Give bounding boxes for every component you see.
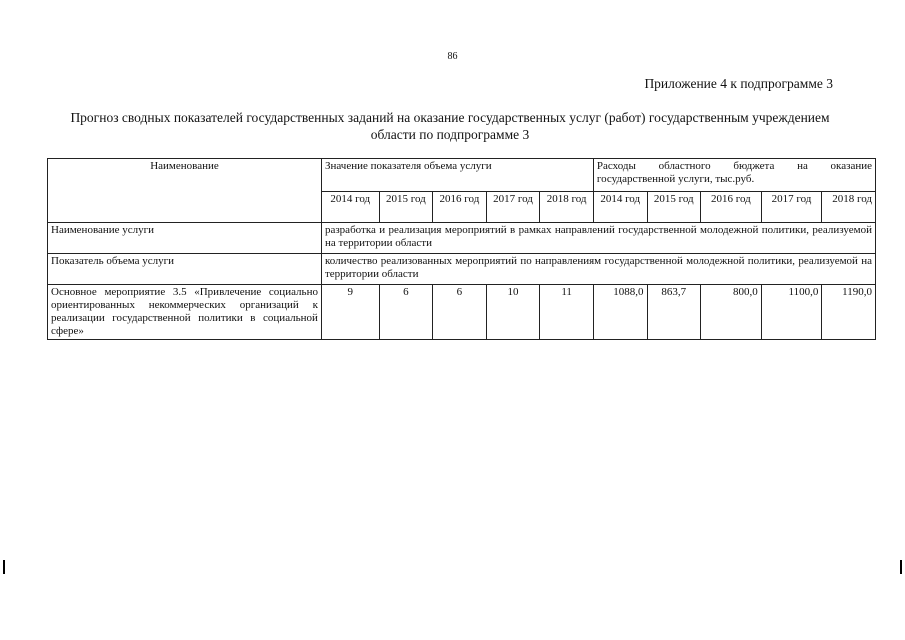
activity-row	[48, 285, 876, 340]
scan-edge-mark-right	[900, 560, 902, 574]
expense-value: 1100,0	[761, 285, 822, 340]
appendix-reference: Приложение 4 к подпрограмме 3	[644, 76, 833, 91]
volume-indicator-row	[48, 254, 876, 285]
volume-year-header: 2015 год	[379, 192, 433, 223]
volume-year-header: 2014 год	[321, 192, 379, 223]
page-number: 86	[447, 51, 458, 62]
expense-value: 863,7	[647, 285, 701, 340]
header-name: Наименование	[48, 159, 322, 223]
service-name-row	[48, 223, 876, 254]
volume-year-header: 2018 год	[540, 192, 594, 223]
header-row-groups	[48, 159, 876, 192]
expense-year-header: 2018 год	[822, 192, 876, 223]
expense-value: 800,0	[701, 285, 762, 340]
volume-year-header: 2016 год	[433, 192, 487, 223]
service-name-label: Наименование услуги	[48, 223, 322, 254]
expense-year-header: 2014 год	[593, 192, 647, 223]
header-volume-group: Значение показателя объема услуги	[321, 159, 593, 192]
activity-label: Основное мероприятие 3.5 «Привлечение социально ориентированных некоммерческих организаций к реализации государственной политики в социальной сфере»	[48, 285, 322, 340]
volume-value: 10	[486, 285, 540, 340]
volume-year-header: 2017 год	[486, 192, 540, 223]
volume-value: 6	[379, 285, 433, 340]
volume-value: 9	[321, 285, 379, 340]
service-name-value: разработка и реализация мероприятий в рамках направлений государственной молодежной политики, реализуемой на территории области	[321, 223, 875, 254]
forecast-table	[47, 158, 876, 340]
expense-value: 1088,0	[593, 285, 647, 340]
document-title: Прогноз сводных показателей государственных заданий на оказание государственных услуг (работ) государственным учреждением области по подпрограмме 3	[70, 110, 830, 142]
volume-value: 11	[540, 285, 594, 340]
expense-value: 1190,0	[822, 285, 876, 340]
volume-indicator-value: количество реализованных мероприятий по направлениям государственной молодежной политики, реализуемой на территории области	[321, 254, 875, 285]
volume-value: 6	[433, 285, 487, 340]
expense-year-header: 2017 год	[761, 192, 822, 223]
expense-year-header: 2016 год	[701, 192, 762, 223]
volume-indicator-label: Показатель объема услуги	[48, 254, 322, 285]
scan-edge-mark-left	[3, 560, 5, 574]
expense-year-header: 2015 год	[647, 192, 701, 223]
header-expense-group: Расходы областного бюджета на оказание государственной услуги, тыс.руб.	[593, 159, 875, 192]
